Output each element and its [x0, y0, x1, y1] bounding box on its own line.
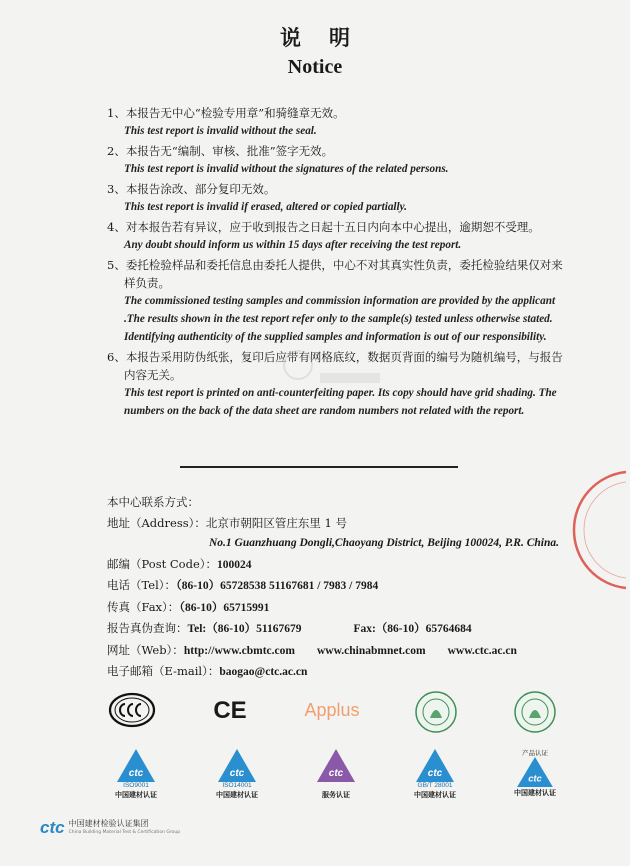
cert-code: ISO9001 — [123, 782, 149, 789]
ctc-triangle-icon — [217, 748, 257, 784]
fax-value: （86-10）65715991 — [179, 601, 270, 614]
notice-item — [107, 180, 567, 216]
footer-group-name — [69, 819, 181, 837]
cert-mark-gbt28001 — [403, 748, 467, 800]
inquiry-fax: Fax:（86-10）65764684 — [353, 623, 472, 635]
divider — [180, 466, 458, 468]
notice-en: This test report is invalid without the signatures of the related persons. — [124, 163, 449, 175]
cert-code — [304, 782, 368, 790]
svg-text:ctc: ctc — [328, 768, 344, 779]
footer-ctc-logo: ctc — [40, 818, 65, 837]
notice-en: Any doubt should inform us within 15 days after receiving the test report. — [124, 239, 462, 251]
applus-logo: Applus — [304, 699, 360, 720]
notice-cn: 1、本报告无中心“检验专用章”和骑缝章无效。 — [107, 106, 345, 120]
logo-row-1 — [0, 690, 630, 740]
address-cn: 北京市朝阳区管庄东里 1 号 — [205, 515, 348, 530]
notice-item — [107, 104, 567, 140]
footer-brand — [40, 818, 180, 838]
ccc-mark-icon — [108, 692, 156, 728]
footer-name-cn: 中国建材检验认证集团 — [68, 819, 149, 828]
notice-en: This test report is invalid if erased, altered or copied partially. — [124, 201, 407, 213]
post-label: 邮编（Post Code）： — [107, 556, 218, 571]
svg-text:ctc: ctc — [427, 768, 443, 779]
post-row — [107, 554, 577, 576]
fax-label: 传真（Fax）： — [107, 599, 180, 614]
red-stamp-icon — [566, 470, 630, 590]
notice-item — [107, 218, 567, 254]
ctc-triangle-icon — [515, 756, 555, 788]
cert-code: ISO14001 — [222, 782, 252, 789]
green-seal-icon — [414, 690, 458, 734]
notice-en: This test report is printed on anti-counterfeiting paper. Its copy should have grid shading. The numbers on the back of the data sheet are random numbers not related with the report. — [124, 387, 557, 417]
ctc-triangle-icon — [116, 748, 156, 784]
web-label: 网址（Web）： — [107, 642, 184, 657]
tel-label: 电话（Tel）： — [107, 578, 177, 592]
cert-code: GB/T 28001 — [417, 782, 453, 789]
contact-block — [107, 492, 577, 683]
cert-mark-iso14001 — [205, 748, 269, 800]
notice-cn: 3、本报告涂改、部分复印无效。 — [107, 182, 276, 196]
cert-label: 中国建材认证 — [216, 791, 258, 799]
notice-cn: 4、对本报告若有异议，应于收到报告之日起十五日内向本中心提出，逾期恕不受理。 — [107, 220, 540, 234]
svg-text:ctc: ctc — [229, 768, 245, 779]
cert-label: 中国建材认证 — [414, 791, 456, 799]
notice-cn: 6、本报告采用防伪纸张，复印后应带有网格底纹，数据页背面的编号为随机编号，与报告内容无关。 — [107, 350, 563, 382]
email-label: 电子邮箱（E-mail）： — [107, 664, 220, 678]
cert-label: 中国建材认证 — [115, 791, 157, 799]
address-row — [107, 513, 577, 534]
inquiry-label: 报告真伪查询： — [107, 621, 188, 635]
email-row — [107, 661, 577, 683]
email-link[interactable]: baogao@ctc.ac.cn — [219, 666, 308, 678]
web-link-cbmtc[interactable]: http://www.cbmtc.com — [183, 644, 295, 657]
ctc-watermark-icon — [270, 345, 390, 395]
notice-item — [107, 256, 567, 346]
cert-mark-product — [503, 748, 567, 798]
fax-row — [107, 597, 577, 619]
cert-label: 中国建材认证 — [514, 789, 556, 797]
notice-en: This test report is invalid without the seal. — [124, 125, 317, 137]
notice-en: The commissioned testing samples and commission information are provided by the applicant .The results shown in the test report refer only to the sample(s) tested unless otherwise stated. Identifying authenticity of the supplied samples and information is out of our responsibility. — [124, 295, 556, 343]
inquiry-row — [107, 618, 577, 640]
notice-cn: 5、委托检验样品和委托信息由委托人提供，中心不对其真实性负责，委托检验结果仅对来样负责。 — [107, 258, 563, 290]
post-value: 100024 — [217, 558, 252, 571]
contact-heading: 本中心联系方式： — [107, 495, 199, 509]
cert-mark-iso9001 — [104, 748, 168, 800]
address-label: 地址（Address）： — [107, 515, 206, 530]
web-link-ctc[interactable]: www.ctc.ac.cn — [447, 644, 517, 657]
green-seal-icon — [513, 690, 557, 734]
ctc-triangle-icon — [415, 748, 455, 784]
ctc-triangle-icon — [316, 748, 356, 784]
web-link-chinabmnet[interactable]: www.chinabmnet.com — [316, 644, 426, 657]
svg-text:ctc: ctc — [128, 768, 144, 779]
tel-value: （86-10）65728538 51167681 / 7983 / 7984 — [176, 580, 379, 592]
ce-mark: CE — [213, 697, 247, 724]
cert-label: 服务认证 — [322, 791, 350, 799]
notice-cn: 2、本报告无“编制、审核、批准”签字无效。 — [107, 144, 334, 158]
cert-mark-service — [304, 748, 368, 800]
footer-name-en: China Building Material Test & Certification Group — [68, 830, 181, 835]
inquiry-tel: Tel:（86-10）51167679 — [187, 623, 302, 635]
web-row — [107, 640, 577, 662]
cert-row — [0, 748, 630, 803]
address-en: No.1 Guanzhuang Dongli,Chaoyang District, Beijing 100024, P.R. China. — [209, 537, 559, 549]
page-title-en: Notice — [287, 56, 343, 78]
page-title-cn: 说明 — [280, 25, 378, 50]
notice-item — [107, 142, 567, 178]
cert-code: 产品认证 — [522, 750, 548, 757]
svg-text:ctc: ctc — [528, 772, 542, 784]
tel-row — [107, 575, 577, 597]
